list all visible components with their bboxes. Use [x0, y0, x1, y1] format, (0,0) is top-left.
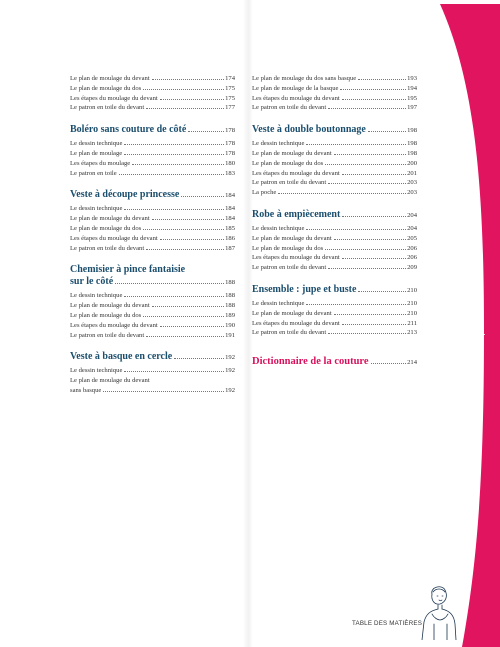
toc-entry[interactable]: Le patron en toile du devant 203: [252, 179, 417, 187]
toc-section: [252, 209, 417, 273]
toc-entry[interactable]: Le plan de moulage du devant 210: [252, 309, 417, 317]
toc-entry[interactable]: Le plan de moulage du devant 184: [70, 215, 235, 223]
toc-entry[interactable]: Le plan de moulage du devant 188: [70, 302, 235, 310]
toc-entry[interactable]: Le plan de moulage du devant 174: [70, 75, 235, 82]
toc-section: [70, 189, 235, 253]
toc-section: [252, 74, 417, 113]
toc-entry[interactable]: Le dessin technique 178: [70, 140, 235, 148]
toc-entry[interactable]: Le plan de moulage du dos 189: [70, 311, 235, 319]
toc-entry[interactable]: Le plan de moulage du dos 185: [70, 224, 235, 232]
toc-entry[interactable]: Les étapes du moulage du devant 175: [70, 94, 235, 102]
toc-entry[interactable]: Les étapes du moulage 180: [70, 159, 235, 167]
toc-section-heading[interactable]: Robe à empiècement 204: [252, 208, 417, 220]
toc-section-heading[interactable]: Ensemble : jupe et buste 210: [252, 283, 417, 295]
toc-entry[interactable]: Le patron en toile du devant 209: [252, 264, 417, 272]
toc-entry[interactable]: Les étapes du moulage du devant 195: [252, 94, 417, 102]
toc-section: [70, 74, 235, 113]
toc-section-heading[interactable]: Veste à double boutonnage 198: [252, 124, 417, 136]
toc-entry[interactable]: Le plan de moulage 178: [70, 149, 235, 157]
woman-sketch-icon: [420, 584, 458, 640]
toc-section: [70, 264, 235, 340]
toc-entry[interactable]: Le dessin technique 192: [70, 367, 235, 375]
toc-entry[interactable]: Le dessin technique 210: [252, 299, 417, 307]
toc-section-heading[interactable]: Chemisier à pince fantaisie sur le côté 188: [70, 264, 235, 288]
toc-right-column: [252, 74, 417, 371]
toc-entry[interactable]: Les étapes du moulage du devant 206: [252, 254, 417, 262]
toc-entry[interactable]: Le plan de moulage du devant sans basque 192: [70, 377, 235, 394]
toc-entry[interactable]: Le plan de moulage du dos 206: [252, 244, 417, 252]
toc-section: [252, 124, 417, 198]
toc-entry[interactable]: Le plan de moulage du dos sans basque 193: [252, 75, 417, 82]
toc-entry[interactable]: Les étapes du moulage du devant 211: [252, 319, 417, 327]
toc-entry[interactable]: La poche 203: [252, 189, 417, 197]
toc-entry[interactable]: Le dessin technique 204: [252, 224, 417, 232]
toc-dictionary-heading[interactable]: Dictionnaire de la couture 214: [252, 356, 417, 368]
toc-entry[interactable]: Le plan de moulage du dos 200: [252, 159, 417, 167]
toc-section-heading[interactable]: Boléro sans couture de côté 178: [70, 124, 235, 136]
toc-entry[interactable]: Le patron en toile du devant 191: [70, 331, 235, 339]
toc-entry[interactable]: Le plan de moulage du dos 175: [70, 84, 235, 92]
page-number: 221: [462, 322, 486, 338]
toc-section: [252, 356, 417, 369]
toc-entry[interactable]: Les étapes du moulage du devant 186: [70, 234, 235, 242]
footer-section-label: TABLE DES MATIÈRES: [352, 620, 423, 627]
toc-entry[interactable]: Le patron en toile du devant 177: [70, 104, 235, 112]
toc-left-column: [70, 74, 235, 396]
toc-entry[interactable]: Le patron en toile du devant 197: [252, 104, 417, 112]
toc-entry[interactable]: Les étapes du moulage du devant 190: [70, 321, 235, 329]
toc-entry[interactable]: Le plan de moulage du devant 205: [252, 234, 417, 242]
toc-entry[interactable]: Le dessin technique 198: [252, 140, 417, 148]
toc-entry[interactable]: Le dessin technique 188: [70, 292, 235, 300]
toc-entry[interactable]: Les étapes du moulage du devant 201: [252, 169, 417, 177]
toc-entry[interactable]: Le plan de moulage du devant 198: [252, 149, 417, 157]
toc-entry[interactable]: Le patron en toile du devant 187: [70, 244, 235, 252]
toc-entry[interactable]: Le plan de moulage de la basque 194: [252, 84, 417, 92]
toc-section-heading[interactable]: Veste à basque en cercle 192: [70, 351, 235, 363]
toc-entry[interactable]: Le patron en toile 183: [70, 169, 235, 177]
toc-entry[interactable]: Le patron en toile du devant 213: [252, 329, 417, 337]
toc-section-heading[interactable]: Veste à découpe princesse 184: [70, 189, 235, 201]
toc-section: [70, 351, 235, 395]
toc-entry[interactable]: Le dessin technique 184: [70, 205, 235, 213]
toc-section: [70, 124, 235, 178]
toc-section: [252, 284, 417, 338]
